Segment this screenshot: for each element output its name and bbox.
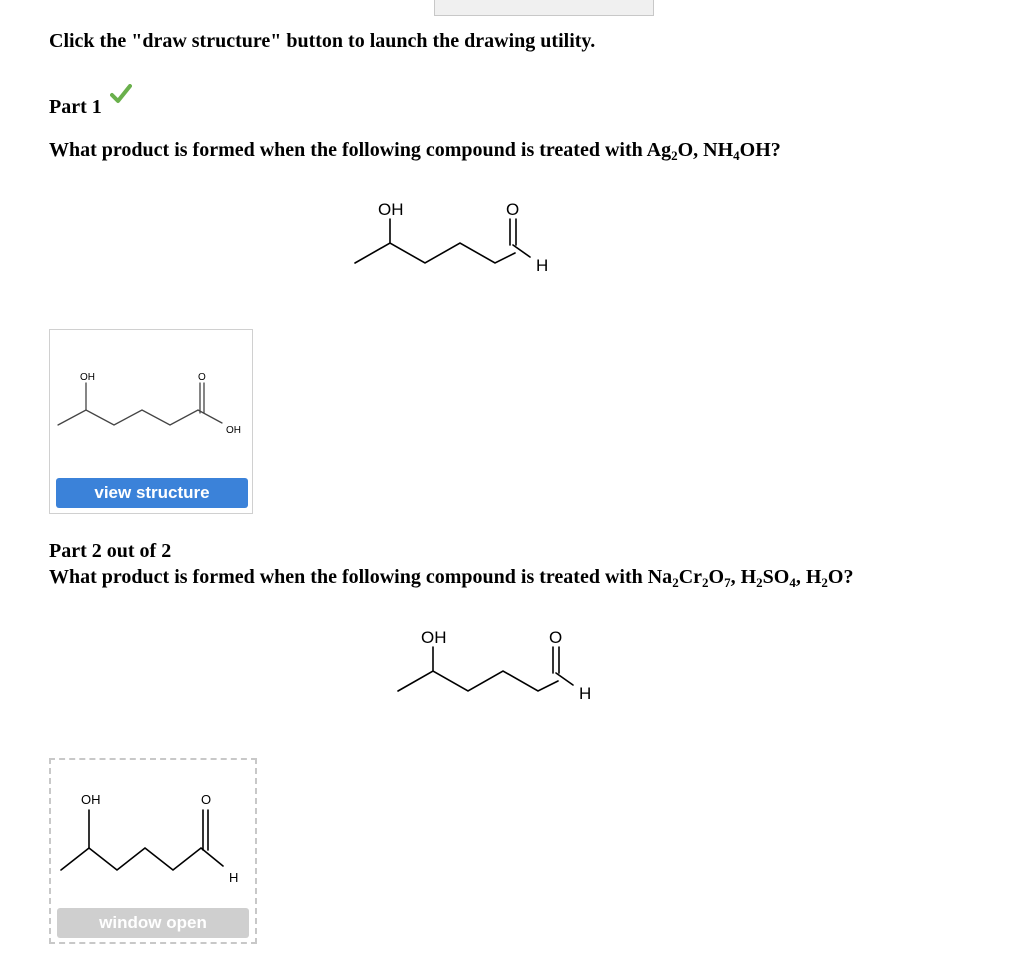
draft-molecule [51,790,255,890]
subscript: 4 [789,575,796,590]
o-label: O [549,628,563,647]
part1-molecule [350,195,570,280]
subscript: 2 [672,575,679,590]
view-structure-button[interactable]: view structure [56,478,248,508]
subscript: 4 [733,148,740,163]
subscript: 2 [756,575,763,590]
question-text: What product is formed when the following compound is treated with [49,139,647,161]
carbon-chain [355,243,515,263]
check-icon [110,84,132,104]
carbon-chain [398,671,558,691]
h-label: H [536,256,549,275]
reagent: , H [795,566,822,588]
part2-heading: Part 2 out of 2 [49,540,172,562]
o-label: O [201,792,212,807]
reagent: SO [762,566,790,588]
draw-structure-button-edge[interactable] [434,0,654,16]
part1-heading: Part 1 [49,96,102,118]
o-label: O [198,372,206,383]
question-text: What product is formed when the following compound is treated with [49,566,648,588]
answer-molecule [50,365,254,440]
h-bond [513,245,530,257]
reagent: , H [730,566,757,588]
h-label: H [229,870,239,885]
window-open-button: window open [57,908,249,938]
reagent-o: O, NH [677,139,734,161]
reagent-ag: Ag [646,139,672,161]
carbon-chain [58,410,222,425]
oh-label: OH [378,200,404,219]
reagent: Na [647,566,673,588]
part1-question [49,139,781,162]
reagent: O [708,566,725,588]
oh-label: OH [81,792,101,807]
oh-label: OH [421,628,447,647]
subscript: 2 [671,148,678,163]
reagent: O? [827,566,854,588]
part2-molecule [393,623,613,708]
oh-label: OH [80,372,95,383]
h-bond [556,673,573,685]
part2-drawing-area[interactable] [49,758,257,944]
carbon-chain [61,848,223,870]
oh-label: OH [226,425,241,436]
h-label: H [579,684,592,703]
subscript: 2 [702,575,709,590]
instruction-text: Click the "draw structure" button to launch the drawing utility. [49,30,596,52]
reagent-oh: OH? [739,139,781,161]
part2-question [49,566,853,589]
reagent: Cr [678,566,703,588]
subscript: 2 [821,575,828,590]
subscript: 7 [724,575,731,590]
o-label: O [506,200,520,219]
part1-answer-box [49,329,253,514]
